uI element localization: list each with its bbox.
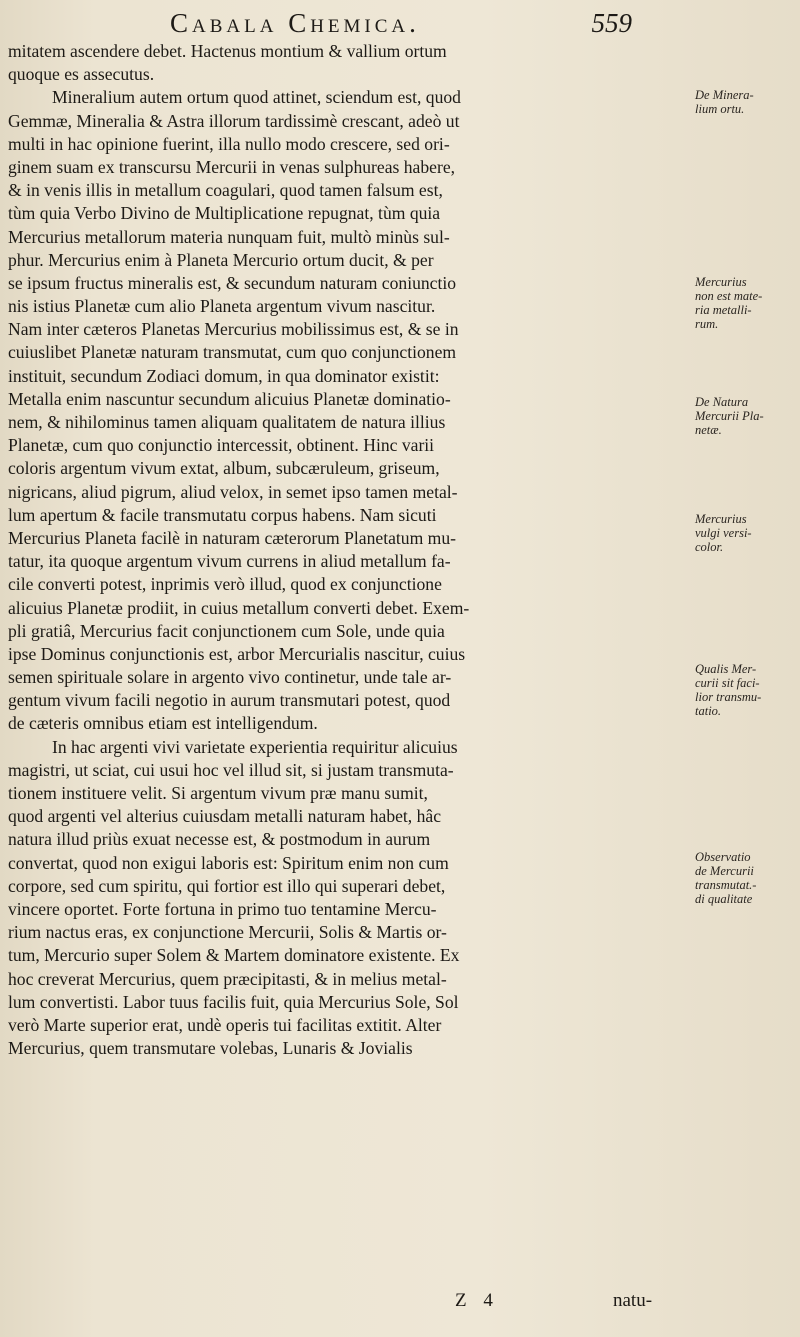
signature-mark: Z 4 xyxy=(455,1290,499,1311)
margin-note xyxy=(695,512,799,554)
margin-note xyxy=(695,395,799,437)
text-line: phur. Mercurius enim à Planeta Mercurio ortum ducit, & per xyxy=(8,249,434,270)
margin-note-line: tatio. xyxy=(695,704,722,718)
text-line: In hac argenti vivi varietate experientia requiritur alicuius xyxy=(52,736,458,757)
text-line: tatur, ita quoque argentum vivum currens in aliud metallum fa- xyxy=(8,551,451,572)
text-line: convertat, quod non exigui laboris est: Spiritum enim non cum xyxy=(8,852,449,873)
text-line: mitatem ascendere debet. Hactenus montium & vallium ortum xyxy=(8,41,447,61)
margin-note-line: rum. xyxy=(695,317,719,331)
margin-note-line: Mercurius xyxy=(695,512,747,526)
text-line: Metalla enim nascuntur secundum alicuius Planetæ dominatio- xyxy=(8,388,451,409)
text-line: se ipsum fructus mineralis est, & secundum naturam coniunctio xyxy=(8,272,457,293)
margin-note-line: Mercurii Pla- xyxy=(695,409,764,423)
text-line: verò Marte superior erat, undè operis tui facilitas extitit. Alter xyxy=(8,1014,442,1035)
text-line: natura illud priùs exuat necesse est, & postmodum in aurum xyxy=(8,829,431,850)
margin-note-line: de Mercurii xyxy=(695,864,754,878)
margin-note-line: di qualitate xyxy=(695,892,753,906)
catchword: natu- xyxy=(613,1290,653,1311)
text-line: ipse Dominus conjunctionis est, arbor Mercurialis nascitur, cuius xyxy=(8,643,466,664)
text-line: quoque es assecutus. xyxy=(8,64,155,85)
page-footer xyxy=(0,1290,800,1318)
text-line: cile converti potest, inprimis verò illud, quod ex conjunctione xyxy=(8,574,442,595)
text-line: instituit, secundum Zodiaci domum, in qua dominator existit: xyxy=(8,365,440,386)
margin-note-line: non est mate- xyxy=(695,289,763,303)
text-line: cuiuslibet Planetæ naturam transmutat, cum quo conjunctionem xyxy=(8,342,457,363)
text-line: multi in hac opinione fuerint, illa nullo modo crescere, sed ori- xyxy=(8,133,450,154)
margin-note-line: lium ortu. xyxy=(695,102,745,116)
text-line: vincere oportet. Forte fortuna in primo tuo tentamine Mercu- xyxy=(8,898,437,919)
text-line: nigricans, aliud pigrum, aliud velox, in semet ipso tamen metal- xyxy=(8,481,458,502)
text-line: Planetæ, cum quo conjunctio intercessit, obtinent. Hinc varii xyxy=(8,435,435,456)
margin-note-line: Qualis Mer- xyxy=(695,662,757,676)
text-line: Gemmæ, Mineralia & Astra illorum tardissimè crescant, adeò ut xyxy=(8,110,460,131)
text-line: tionem instituere velit. Si argentum vivum præ manu sumit, xyxy=(8,783,428,803)
running-header xyxy=(170,8,632,38)
text-line: semen spirituale solare in argento vivo continetur, unde tale ar- xyxy=(8,667,452,688)
text-line: hoc creverat Mercurius, quem præcipitasti, & in melius metal- xyxy=(8,968,447,989)
text-line: rium nactus eras, ex conjunctione Mercurii, Solis & Martis or- xyxy=(8,922,447,943)
margin-note-line: ria metalli- xyxy=(695,303,752,317)
margin-note xyxy=(695,850,799,906)
text-line: Mineralium autem ortum quod attinet, sciendum est, quod xyxy=(52,87,461,108)
text-line: Mercurius metallorum materia nunquam fuit, multò minùs sul- xyxy=(8,226,450,247)
text-line: lum apertum & facile transmutatu corpus habens. Nam sicuti xyxy=(8,504,437,525)
margin-note-line: color. xyxy=(695,540,724,554)
text-line: alicuius Planetæ prodiit, in cuius metallum converti debet. Exem- xyxy=(8,597,470,618)
margin-note-line: transmutat.- xyxy=(695,878,757,892)
margin-note-line: netæ. xyxy=(695,423,722,437)
margin-note xyxy=(695,275,799,331)
text-line: pli gratiâ, Mercurius facit conjunctionem cum Sole, unde quia xyxy=(8,620,445,641)
margin-note xyxy=(695,88,799,116)
margin-note-line: De Natura xyxy=(695,395,749,409)
text-line: tum, Mercurio super Solem & Martem dominatore existente. Ex xyxy=(8,945,460,966)
text-line: magistri, ut sciat, cui usui hoc vel illud sit, si justam transmuta- xyxy=(8,759,454,780)
running-title: Cabala Chemica. xyxy=(170,8,420,38)
text-line: Mercurius, quem transmutare volebas, Lunaris & Jovialis xyxy=(8,1038,413,1059)
margin-note-line: Mercurius xyxy=(695,275,747,289)
margin-note-line: vulgi versi- xyxy=(695,526,752,540)
text-line: tùm quia Verbo Divino de Multiplicatione repugnat, tùm quia xyxy=(8,203,441,224)
text-line: Nam inter cæteros Planetas Mercurius mobilissimus est, & se in xyxy=(8,319,459,340)
text-line: gentum vivum facili negotio in aurum transmutari potest, quod xyxy=(8,690,451,711)
margin-note-line: Observatio xyxy=(695,850,751,864)
text-line: corpore, sed cum spiritu, qui fortior est illo qui superari debet, xyxy=(8,875,446,896)
main-text-block xyxy=(8,40,688,1060)
page-number: 559 xyxy=(591,8,632,38)
margin-note-line: curii sit faci- xyxy=(695,676,760,690)
text-line: lum convertisti. Labor tuus facilis fuit, quia Mercurius Sole, Sol xyxy=(8,991,459,1012)
margin-note-line: lior transmu- xyxy=(695,690,762,704)
text-line: nem, & nihilominus tamen aliquam qualitatem de natura illius xyxy=(8,412,446,432)
text-line: nis istius Planetæ cum alio Planeta argentum vivum nascitur. xyxy=(8,296,436,317)
text-line: & in venis illis in metallum coagulari, quod tamen falsum est, xyxy=(8,180,443,201)
margin-note xyxy=(695,662,799,718)
text-line: ginem suam ex transcursu Mercurii in venas sulphureas habere, xyxy=(8,156,456,177)
text-line: quod argenti vel alterius cuiusdam metalli naturam habet, hâc xyxy=(8,806,442,827)
text-line: coloris argentum vivum extat, album, subcæruleum, griseum, xyxy=(8,458,440,479)
text-line: Mercurius Planeta facilè in naturam cæterorum Planetatum mu- xyxy=(8,527,457,548)
text-line: de cæteris omnibus etiam est intelligendum. xyxy=(8,713,318,734)
margin-note-line: De Minera- xyxy=(695,88,754,102)
